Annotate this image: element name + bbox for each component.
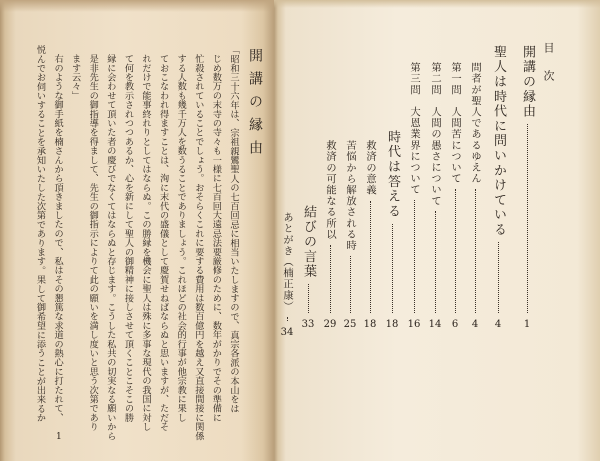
toc-entry-title: 第二問 人間の愚さについて xyxy=(429,62,441,207)
chapter-heading: 開講の縁由 xyxy=(247,48,263,163)
toc-page-number: 34 xyxy=(280,326,294,338)
toc-entry-title: 問者が聖人であるゆえん xyxy=(469,62,481,185)
toc-entry xyxy=(466,62,484,330)
toc-leader xyxy=(414,200,415,313)
toc-leader xyxy=(392,224,393,313)
toc-entry xyxy=(489,45,507,330)
toc-entry xyxy=(278,212,296,338)
toc-page-number: 4 xyxy=(471,319,479,330)
toc-entry-title: あとがき（楠正康） xyxy=(281,212,293,312)
toc-entry xyxy=(518,45,536,330)
body-line: て何を教示されつつあるか、心を新にして聖人の御精神に接しさせて頂くことこそこの勝 xyxy=(122,54,134,423)
body-line: じめ数万の末寺の寺々も一様に七百回大遠忌法要厳修のために、数年がかりでその準備に xyxy=(210,54,222,423)
body-line: 右のような御手紙を楠さんから頂きましたので、私はその懇篤な求道の熱心に打たれて、 xyxy=(52,54,64,423)
toc-entry xyxy=(361,140,379,330)
toc-entry-title: 救済の可能なる所以 xyxy=(324,140,336,240)
left-page xyxy=(0,0,274,461)
toc-entry xyxy=(341,140,359,330)
body-line: する人数も幾千万人を数うることでありましょう。これほどの社会的行事が他宗教に果し xyxy=(175,54,187,423)
toc-entry-title: 救済の意義 xyxy=(364,140,376,196)
toc-entry-title: 第一問 人間苦について xyxy=(449,62,461,185)
toc-leader xyxy=(527,124,528,313)
toc-page-number: 14 xyxy=(428,319,442,330)
toc-entry-title: 苦悩から解放される時 xyxy=(344,140,356,251)
toc-leader xyxy=(455,189,456,313)
toc-page-number: 25 xyxy=(343,319,357,330)
body-line: 是非先生の御指導を得まして、先生の御指示によりて此の願いを満し度いと思う次第であり xyxy=(87,54,99,432)
toc-page-number: 18 xyxy=(385,319,399,330)
toc-entry xyxy=(446,62,464,330)
toc-leader xyxy=(475,189,476,313)
body-line: れだけで能事終れりとしてはならぬ。この勝縁を機会に聖人は殊に多事な現代の我国に対し xyxy=(140,54,152,432)
toc-entry-title: 時代は答える xyxy=(385,130,400,219)
toc-entry xyxy=(299,205,317,330)
right-page xyxy=(274,0,600,461)
toc-leader xyxy=(370,201,371,314)
toc-entry-title: 開講の縁由 xyxy=(520,45,535,119)
toc-leader xyxy=(498,242,499,313)
body-line: 縁に会わせて頂いた者の慶びでなくてはならぬと存じます。こうした私共の切実なる願いから xyxy=(104,54,116,441)
body-line: 「昭和三十六年は、宗祖親鸞聖人の七百回忌に相当いたしますので、真宗各派の本山をは xyxy=(228,45,239,413)
body-line: ます云々」 xyxy=(69,54,81,101)
toc-page-number: 1 xyxy=(523,319,531,330)
body-line: 悦んでお伺いすることを承知いたした次第であります。果して御希望に添うことが出来るか xyxy=(34,45,46,423)
toc-page-number: 16 xyxy=(407,319,421,330)
toc-entry xyxy=(405,62,423,330)
toc-entry xyxy=(426,62,444,330)
toc-title: 目 次 xyxy=(542,42,555,84)
toc-entry-title: 聖人は時代に問いかけている xyxy=(491,45,506,238)
toc-leader xyxy=(308,284,309,313)
toc-page-number: 6 xyxy=(451,319,459,330)
toc-leader xyxy=(330,245,331,313)
body-text xyxy=(30,45,242,447)
toc-entry-title: 第三問 大恩業界について xyxy=(408,62,420,196)
toc-page-number: 4 xyxy=(494,319,502,330)
toc-page-number: 33 xyxy=(301,319,315,330)
toc-page-number: 18 xyxy=(363,319,377,330)
page-number: 1 xyxy=(56,432,62,442)
toc-page-number: 29 xyxy=(323,319,337,330)
toc-leader xyxy=(350,256,351,313)
toc-leader xyxy=(435,211,436,313)
toc-entry-title: 結びの言葉 xyxy=(301,205,316,279)
toc-entry xyxy=(383,130,401,330)
body-line: ておこなわれ得ますことは、洵に末代の盛儀として慶賀せねばならぬと思いますが、ただそ xyxy=(157,54,169,432)
toc-entry xyxy=(321,140,339,330)
body-line: 忙殺されていることでしょう。おそらくこれに要する費用は数百億円を越え又直接間接に関係 xyxy=(192,54,204,441)
toc-leader xyxy=(287,317,288,321)
